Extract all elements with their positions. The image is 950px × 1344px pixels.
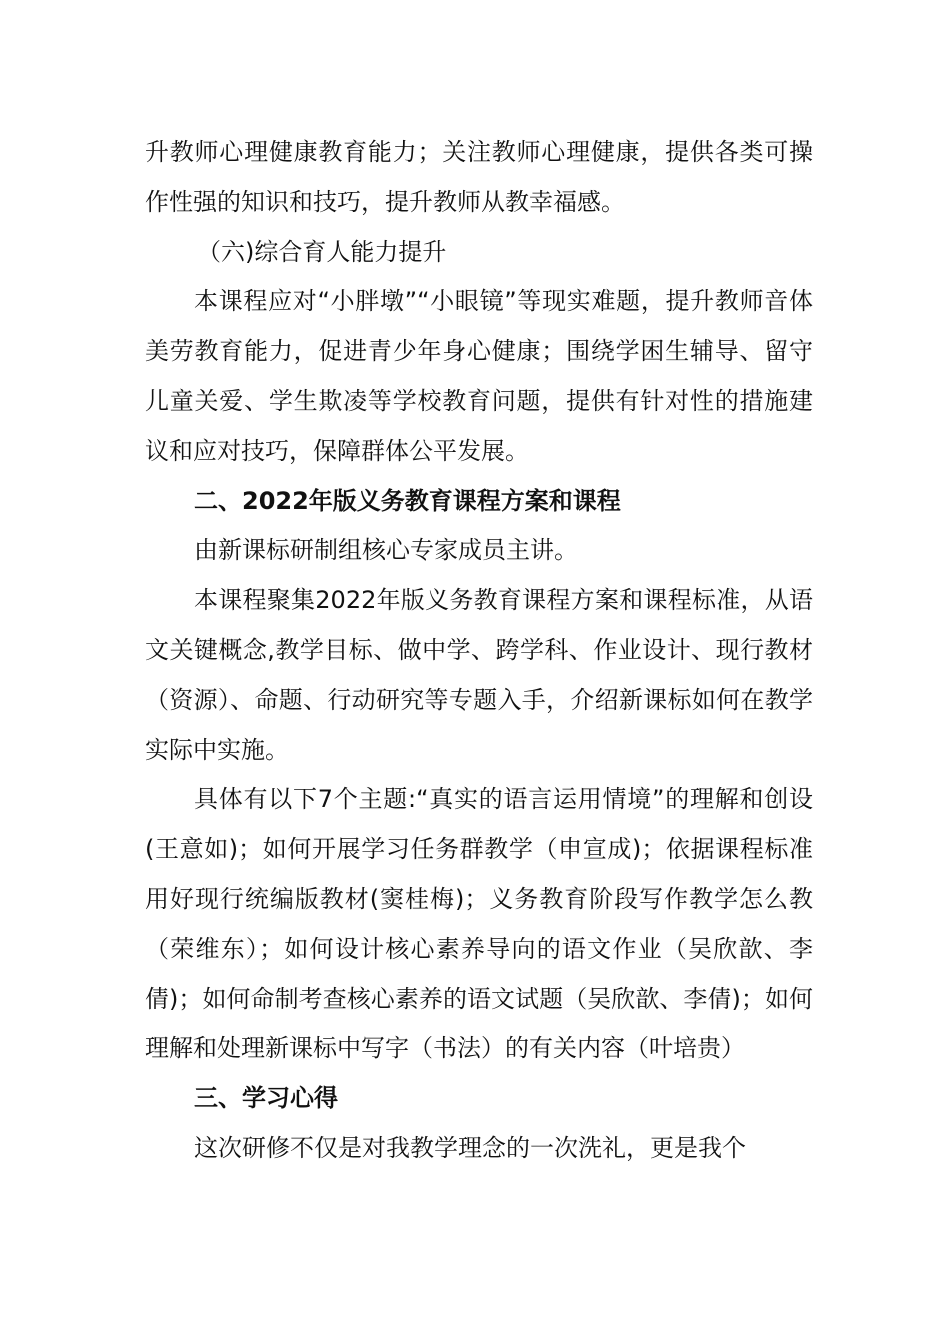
paragraph-reflection: 这次研修不仅是对我教学理念的一次洗礼，更是我个: [194, 1133, 746, 1162]
section-subheading-6: （六)综合育人能力提升: [197, 237, 447, 266]
paragraph-wellbeing-end: 升教师心理健康教育能力；关注教师心理健康，提供各类可操作性强的知识和技巧，提升教师从教幸福感。: [145, 138, 813, 216]
section-heading-2: 二、2022年版义务教育课程方案和课程: [194, 486, 621, 515]
paragraph-topics: 具体有以下7个主题:“真实的语言运用情境”的理解和创设(王意如)；如何开展学习任务群教学（申宣成)；依据课程标准用好现行统编版教材(窦桂梅)；义务教育阶段写作教学怎么教（荣维东）；如何设计核心素养导向的语文作业（吴欣歆、李倩)；如何命制考查核心素养的语文试题（吴欣歆、李倩)；如何理解和处理新课标中写字（书法）的有关内容（叶培贵）: [145, 785, 813, 1063]
paragraph-comprehensive-education: 本课程应对“小胖墩”“小眼镜”等现实难题，提升教师音体美劳教育能力，促进青少年身心健康；围绕学困生辅导、留守儿童关爱、学生欺凌等学校教育问题，提供有针对性的措施建议和应对技巧，保障群体公平发展。: [145, 287, 813, 465]
paragraph-course-focus: 本课程聚集2022年版义务教育课程方案和课程标准，从语文关键概念,教学目标、做中学、跨学科、作业设计、现行教材（资源）、命题、行动研究等专题入手，介绍新课标如何在教学实际中实施。: [145, 586, 813, 764]
paragraph-lecturers: 由新课标研制组核心专家成员主讲。: [194, 536, 578, 565]
section-heading-3: 三、学习心得: [194, 1084, 338, 1113]
document-body: [145, 128, 813, 1174]
